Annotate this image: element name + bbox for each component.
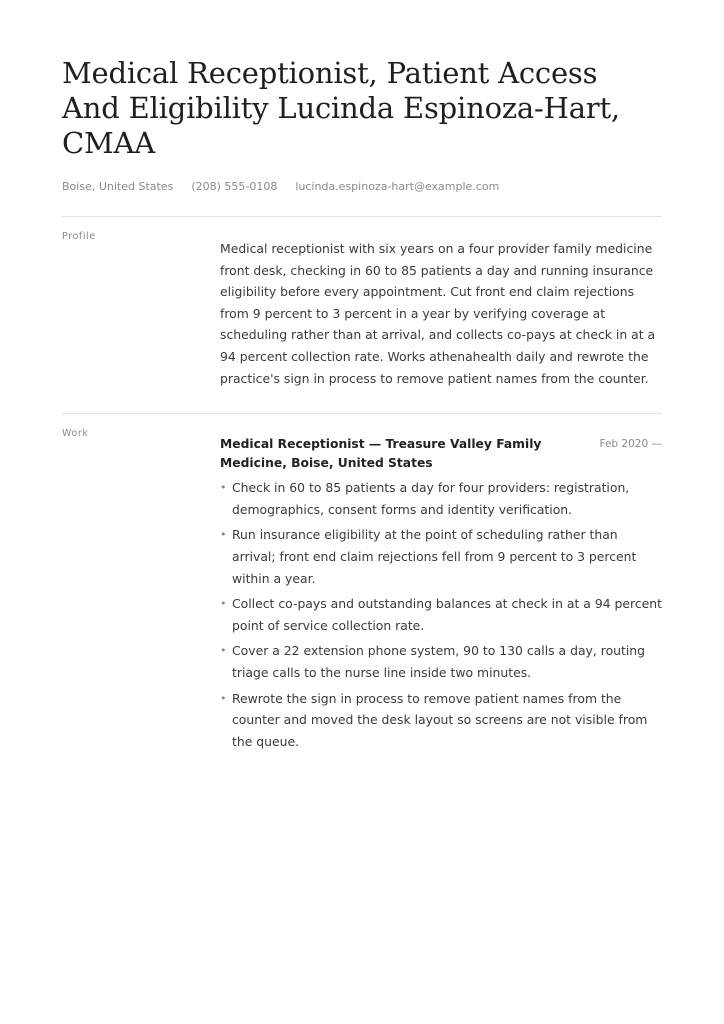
contact-location: Boise, United States xyxy=(62,180,174,193)
bullet-text: Check in 60 to 85 patients a day for four providers: registration, demographics, consent forms and identity verification. xyxy=(232,480,630,517)
bullet-icon: • xyxy=(220,597,227,611)
bullet-icon: • xyxy=(220,644,227,658)
bullet-icon: • xyxy=(220,528,227,542)
page-title: Medical Receptionist, Patient Access And Eligibility Lucinda Espinoza-Hart, CMAA xyxy=(62,56,620,160)
profile-text: Medical receptionist with six years on a four provider family medicine front desk, checking in 60 to 85 patients a day and running insurance eligibility before every appointment. Cut front end claim rejections from 9 percent to 3 percent in a year by verifying coverage at scheduling rather than at arrival, and collects co-pays at check in at a 94 percent collection rate. Works athenahealth daily and rewrote the practice's sign in process to remove patient names from the counter. xyxy=(220,241,656,386)
work-section xyxy=(62,414,662,752)
list-item xyxy=(220,524,662,589)
list-item xyxy=(220,640,662,683)
contact-email: lucinda.espinoza-hart@example.com xyxy=(295,180,500,193)
bullet-text: Collect co-pays and outstanding balances at check in at a 94 percent point of service collection rate. xyxy=(232,596,662,633)
job-entry xyxy=(220,414,662,752)
job-bullets xyxy=(220,477,662,752)
bullet-text: Rewrote the sign in process to remove patient names from the counter and moved the desk layout so screens are not visible from the queue. xyxy=(232,690,648,749)
contact-phone: (208) 555-0108 xyxy=(191,180,278,193)
profile-body xyxy=(220,217,662,413)
bullet-text: Cover a 22 extension phone system, 90 to 130 calls a day, routing triage calls to the nurse line inside two minutes. xyxy=(232,643,646,680)
job-title: Medical Receptionist — Treasure Valley Family Medicine, Boise, United States xyxy=(220,437,542,471)
profile-section xyxy=(62,217,662,413)
bullet-icon: • xyxy=(220,481,227,495)
list-item xyxy=(220,688,662,753)
section-label-work: Work xyxy=(62,428,89,440)
work-body xyxy=(220,414,662,752)
bullet-icon: • xyxy=(220,691,227,705)
section-label-profile: Profile xyxy=(62,231,96,242)
job-date: Feb 2020 — xyxy=(599,438,662,451)
list-item xyxy=(220,477,662,520)
contact-row xyxy=(62,180,662,193)
resume-page xyxy=(62,56,662,756)
bullet-text: Run insurance eligibility at the point of scheduling rather than arrival; front end claim rejections fell from 9 percent to 3 percent within a year. xyxy=(232,527,637,586)
job-header xyxy=(220,435,662,473)
list-item xyxy=(220,593,662,636)
